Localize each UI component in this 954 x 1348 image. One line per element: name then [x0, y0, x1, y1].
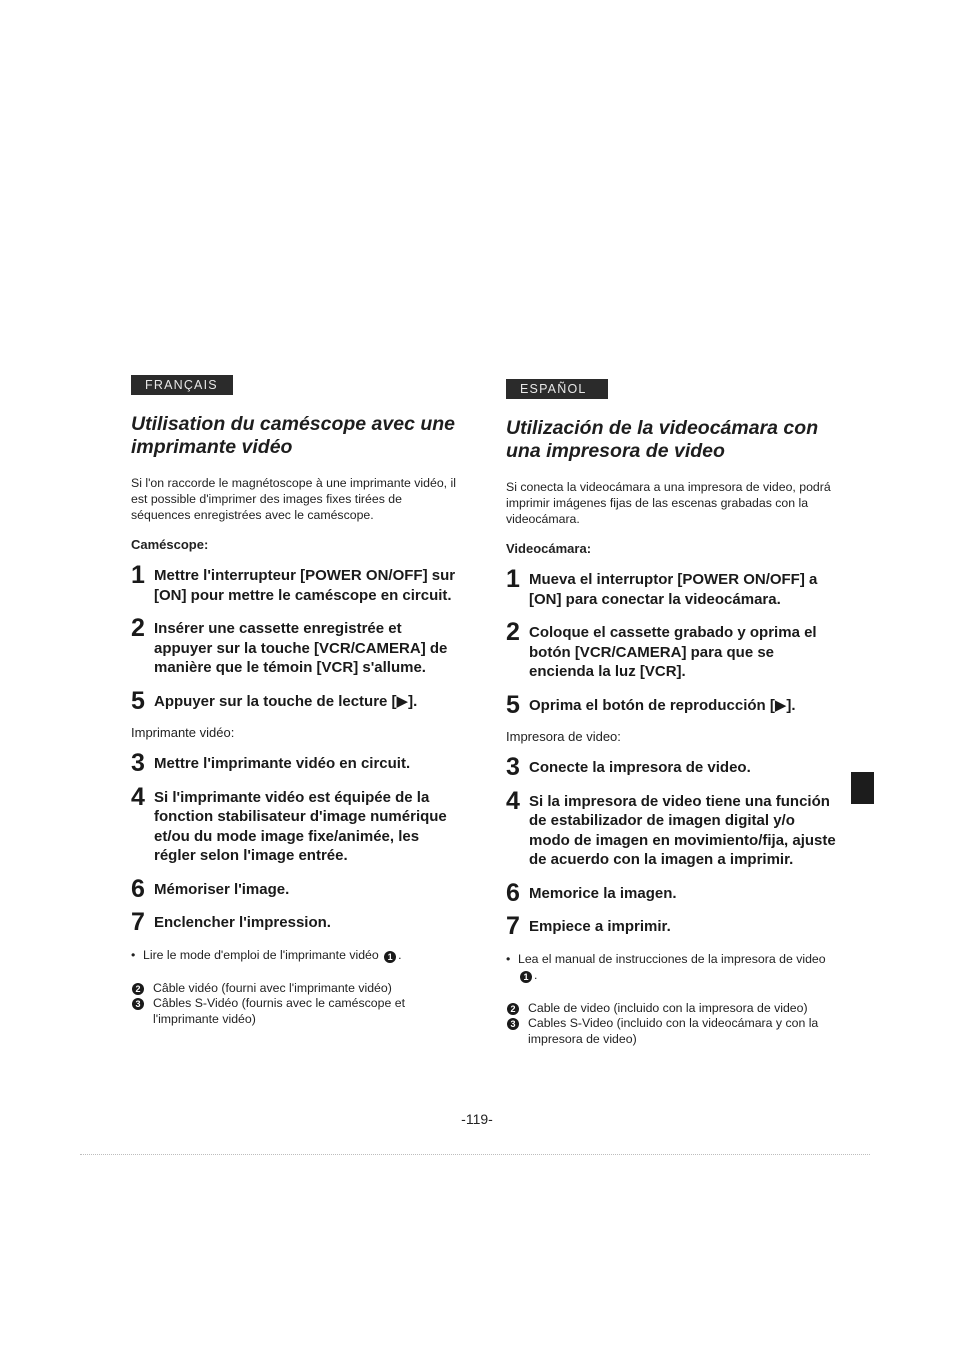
section-tab-marker — [851, 772, 874, 804]
step-text: Mémoriser l'image. — [154, 880, 290, 898]
step-text: Enclencher l'impression. — [154, 914, 331, 931]
step-number: 2 — [506, 618, 520, 646]
step-7-french — [131, 908, 461, 936]
step-3-spanish — [506, 753, 836, 781]
circled-number-icon: 1 — [520, 971, 532, 983]
circled-number-icon: 3 — [507, 1018, 519, 1030]
step-number: 1 — [131, 561, 145, 589]
note-text: Lea el manual de instrucciones de la impresora de video — [518, 951, 826, 966]
step-text: Mueva el interruptor [POWER ON/OFF] a [ON] para conectar la videocámara. — [529, 571, 818, 608]
step-number: 2 — [131, 614, 145, 642]
step-1-french — [131, 561, 461, 605]
legend-text: Câbles S-Vidéo (fournis avec le caméscope et l'imprimante vidéo) — [153, 996, 405, 1026]
divider — [80, 1154, 870, 1155]
legend-item — [131, 996, 461, 1027]
step-number: 1 — [506, 565, 520, 593]
step-text: Conecte la impresora de video. — [529, 759, 751, 776]
printer-label-spanish: Impresora de video: — [506, 729, 621, 744]
step-text: Appuyer sur la touche de lecture [▶]. — [154, 692, 418, 710]
circled-number-icon: 3 — [132, 998, 144, 1010]
step-text: Mettre l'imprimante vidéo en circuit. — [154, 755, 411, 772]
step-number: 5 — [131, 686, 145, 715]
legend-item — [506, 1016, 836, 1047]
step-number: 7 — [506, 912, 520, 940]
spanish-column — [506, 375, 836, 1047]
page-number: -119- — [461, 1111, 493, 1127]
section-title-french: Utilisation du caméscope avec une imprimante vidéo — [131, 413, 456, 458]
step-5-spanish — [506, 690, 836, 719]
step-6-french — [131, 874, 461, 903]
step-number: 4 — [131, 782, 145, 811]
step-4-spanish — [506, 786, 836, 870]
legend-text: Cables S-Video (incluido con la videocámara y con la impresora de video) — [528, 1016, 819, 1046]
circled-number-icon: 1 — [384, 951, 396, 963]
circled-number-icon: 2 — [132, 983, 144, 995]
step-text: Memorice la imagen. — [529, 884, 677, 902]
legend-spanish — [506, 1001, 836, 1048]
section-title-spanish: Utilización de la videocámara con una impresora de video — [506, 417, 819, 462]
french-column — [131, 375, 461, 1027]
step-number: 3 — [131, 749, 145, 777]
step-2-spanish — [506, 618, 836, 682]
step-text: Si la impresora de video tiene una función de estabilizador de imagen digital y/o modo de imagen en movimiento/fija, ajuste de acuerdo con la imagen a imprimir. — [529, 792, 836, 868]
step-number: 4 — [506, 786, 520, 815]
note-text: Lire le mode d'emploi de l'imprimante vidéo — [143, 947, 379, 962]
step-number: 5 — [506, 690, 520, 719]
step-5-french — [131, 686, 461, 715]
legend-item — [131, 981, 461, 997]
legend-french — [131, 981, 461, 1028]
bullet-icon: • — [506, 951, 511, 966]
step-text: Empiece a imprimir. — [529, 918, 671, 935]
bullet-icon: • — [131, 947, 136, 962]
step-text: Si l'imprimante vidéo est équipée de la fonction stabilisateur d'image numérique et/ou du mode image fixe/animée, les régler selon l'image entrée. — [154, 788, 447, 864]
language-badge-spanish: ESPAÑOL — [506, 379, 608, 399]
step-text: Coloque el cassette grabado y oprima el botón [VCR/CAMERA] para que se encienda la luz [VCR]. — [529, 624, 817, 680]
legend-item — [506, 1001, 836, 1017]
legend-text: Cable de video (incluido con la impresora de video) — [528, 1000, 808, 1015]
note-french: • Lire le mode d'emploi de l'imprimante vidéo 1 . — [131, 947, 402, 962]
step-number: 3 — [506, 753, 520, 781]
step-6-spanish — [506, 878, 836, 907]
step-number: 6 — [506, 878, 520, 907]
step-text: Insérer une cassette enregistrée et appuyer sur la touche [VCR/CAMERA] de manière que le témoin [VCR] s'allume. — [154, 620, 448, 676]
legend-text: Câble vidéo (fourni avec l'imprimante vidéo) — [153, 980, 392, 995]
step-number: 7 — [131, 908, 145, 936]
step-7-spanish — [506, 912, 836, 940]
step-text: Mettre l'interrupteur [POWER ON/OFF] sur [ON] pour mettre le caméscope en circuit. — [154, 567, 456, 604]
step-1-spanish — [506, 565, 836, 609]
intro-paragraph-spanish: Si conecta la videocámara a una impresora de video, podrá imprimir imágenes fijas de las escenas grabadas con la videocámara. — [506, 480, 831, 526]
note-spanish: • Lea el manual de instrucciones de la impresora de video 1 . — [506, 951, 826, 982]
step-number: 6 — [131, 874, 145, 903]
circled-number-icon: 2 — [507, 1003, 519, 1015]
step-4-french — [131, 782, 461, 866]
step-3-french — [131, 749, 461, 777]
step-text: Oprima el botón de reproducción [▶]. — [529, 696, 796, 714]
printer-label-french: Imprimante vidéo: — [131, 725, 235, 740]
language-badge-french: FRANÇAIS — [131, 375, 233, 395]
intro-paragraph-french: Si l'on raccorde le magnétoscope à une imprimante vidéo, il est possible d'imprimer des images fixes tirées de séquences enregistrées avec le caméscope. — [131, 476, 456, 522]
camcorder-label-spanish: Videocámara: — [506, 541, 592, 556]
camcorder-label-french: Caméscope: — [131, 537, 209, 552]
step-2-french — [131, 614, 461, 678]
